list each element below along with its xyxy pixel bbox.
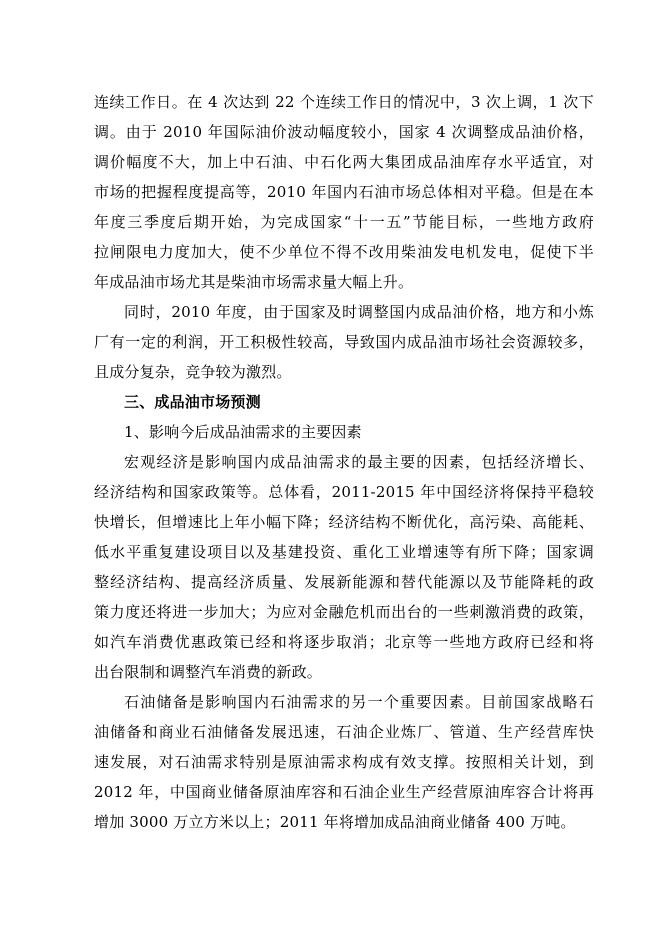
text-line: 增加 3000 万立方米以上；2011 年将增加成品油商业储备 400 万吨。 bbox=[94, 813, 576, 831]
text-line: 油储备和商业石油储备发展迅速，石油企业炼厂、管道、生产经营库快 bbox=[94, 723, 594, 741]
text-line: 连续工作日。在 4 次达到 22 个连续工作日的情况中，3 次上调，1 次下 bbox=[94, 93, 594, 111]
text-line: 厂有一定的利润，开工积极性较高，导致国内成品油市场社会资源较多， bbox=[94, 333, 594, 351]
text-line: 拉闸限电力度加大，使不少单位不得不改用柴油发电机发电，促使下半 bbox=[94, 243, 594, 261]
text-line: 策力度还将进一步加大；为应对金融危机而出台的一些刺激消费的政策， bbox=[94, 603, 594, 621]
text-line: 年度三季度后期开始，为完成国家“十一五”节能目标，一些地方政府 bbox=[94, 213, 594, 231]
text-line: 速发展，对石油需求特别是原油需求构成有效支撑。按照相关计划，到 bbox=[94, 753, 594, 771]
text-line: 调。由于 2010 年国际油价波动幅度较小，国家 4 次调整成品油价格， bbox=[94, 123, 594, 141]
text-line: 市场的把握程度提高等，2010 年国内石油市场总体相对平稳。但是在本 bbox=[94, 183, 594, 201]
text-line: 整经济结构、提高经济质量、发展新能源和替代能源以及节能降耗的政 bbox=[94, 573, 594, 591]
section-heading: 三、成品油市场预测 bbox=[124, 393, 261, 411]
text-line: 且成分复杂，竞争较为激烈。 bbox=[94, 363, 292, 381]
text-line: 经济结构和国家政策等。总体看，2011-2015 年中国经济将保持平稳较 bbox=[94, 483, 594, 501]
text-line: 调价幅度不大，加上中石油、中石化两大集团成品油库存水平适宜，对 bbox=[94, 153, 594, 171]
subsection-heading: 1、影响今后成品油需求的主要因素 bbox=[124, 423, 362, 441]
text-line: 出台限制和调整汽车消费的新政。 bbox=[94, 663, 323, 681]
text-line: 年成品油市场尤其是柴油市场需求量大幅上升。 bbox=[94, 273, 414, 291]
text-line: 同时，2010 年度，由于国家及时调整国内成品油价格，地方和小炼 bbox=[124, 303, 594, 321]
text-line: 宏观经济是影响国内成品油需求的最主要的因素，包括经济增长、 bbox=[124, 453, 594, 471]
text-line: 低水平重复建设项目以及基建投资、重化工业增速等有所下降；国家调 bbox=[94, 543, 594, 561]
text-line: 2012 年，中国商业储备原油库容和石油企业生产经营原油库容合计将再 bbox=[94, 783, 594, 801]
text-line: 快增长，但增速比上年小幅下降；经济结构不断优化，高污染、高能耗、 bbox=[94, 513, 594, 531]
text-line: 石油储备是影响国内石油需求的另一个重要因素。目前国家战略石 bbox=[124, 693, 594, 711]
text-line: 如汽车消费优惠政策已经和将逐步取消；北京等一些地方政府已经和将 bbox=[94, 633, 594, 651]
